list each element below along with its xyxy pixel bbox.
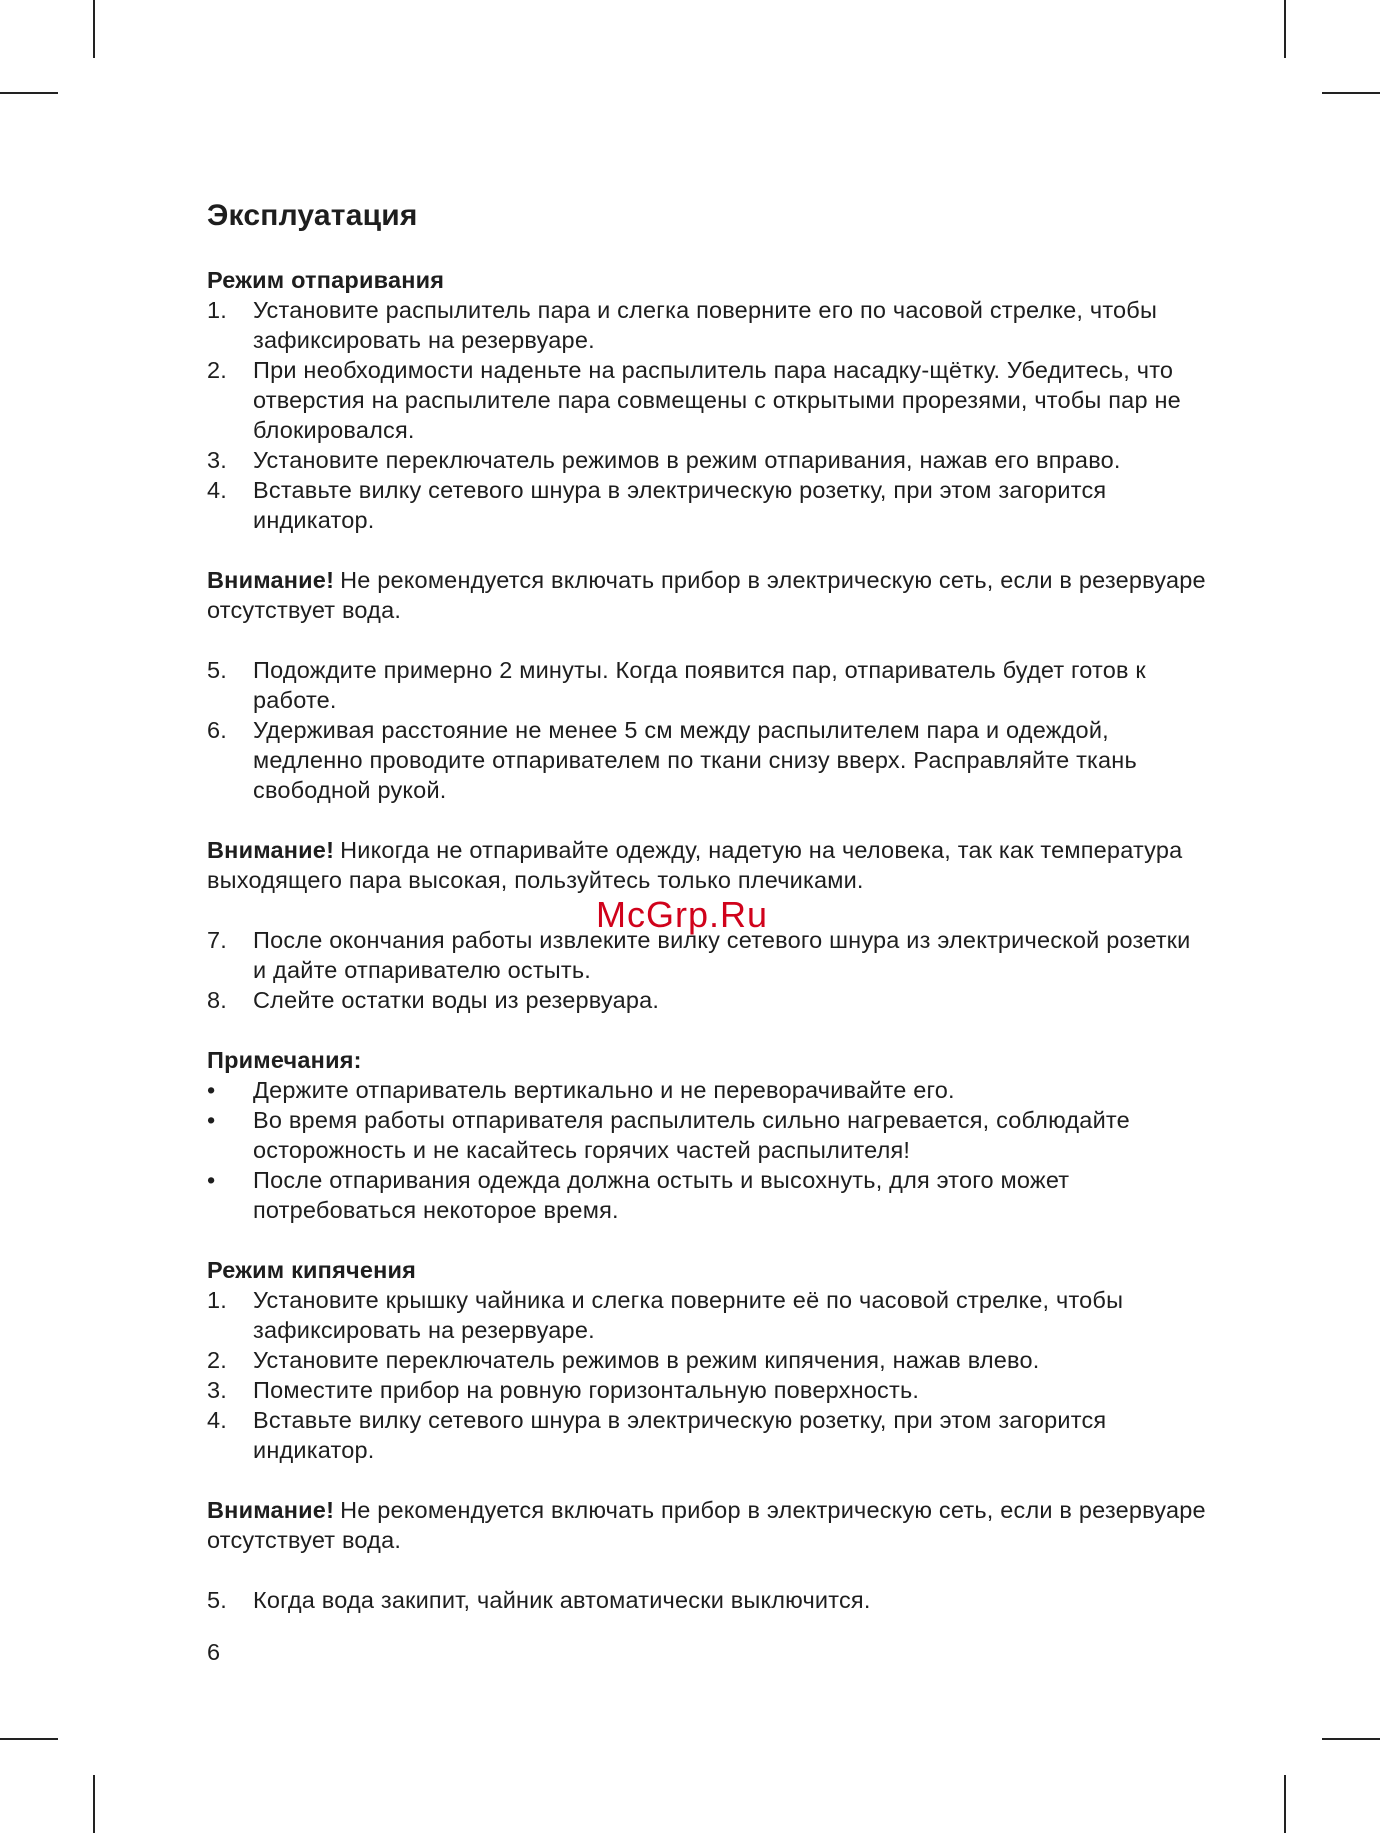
spacer <box>207 1225 1207 1255</box>
step-text: Удерживая расстояние не менее 5 см между распылителем пара и одеждой, медленно проводите отпаривателем по ткани снизу вверх. Расправляйте ткань свободной рукой. <box>253 717 1137 803</box>
step-number: 5. <box>207 1587 227 1613</box>
step-number: 1. <box>207 297 227 323</box>
warning-label: Внимание! <box>207 1497 335 1523</box>
step-number: 4. <box>207 1407 227 1433</box>
step-text: Слейте остатки воды из резервуара. <box>253 987 660 1013</box>
list-item <box>207 1585 1207 1615</box>
crop-mark-bottom-left-vertical <box>93 1775 95 1833</box>
list-item <box>207 355 1207 445</box>
page-number: 6 <box>207 1639 221 1665</box>
crop-mark-bottom-right-vertical <box>1284 1775 1286 1833</box>
step-number: 6. <box>207 717 227 743</box>
step-number: 3. <box>207 447 227 473</box>
boil-steps-list-b <box>207 1585 1207 1615</box>
warning-text: Никогда не отпаривайте одежду, надетую на человека, так как температура выходящего пара высокая, пользуйтесь только плечиками. <box>207 837 1183 893</box>
crop-mark-top-right-horizontal <box>1322 92 1380 94</box>
bullet-icon: • <box>207 1167 216 1193</box>
warning-label: Внимание! <box>207 837 335 863</box>
watermark: McGrp.Ru <box>596 894 769 935</box>
list-item <box>207 655 1207 715</box>
crop-mark-top-left-vertical <box>93 0 95 58</box>
note-text: Держите отпариватель вертикально и не переворачивайте его. <box>253 1077 955 1103</box>
note-text: После отпаривания одежда должна остыть и высохнуть, для этого может потребоваться некоторое время. <box>253 1167 1070 1223</box>
step-number: 2. <box>207 1347 227 1373</box>
crop-mark-bottom-right-horizontal <box>1322 1738 1380 1740</box>
crop-mark-top-left-horizontal <box>0 92 58 94</box>
list-item <box>207 1285 1207 1345</box>
list-item <box>207 1165 1207 1225</box>
spacer <box>207 805 1207 835</box>
spacer <box>207 1555 1207 1585</box>
step-number: 8. <box>207 987 227 1013</box>
step-text: После окончания работы извлеките вилку сетевого шнура из электрической розетки и дайте отпаривателю остыть. <box>253 927 1191 983</box>
step-text: Подождите примерно 2 минуты. Когда появится пар, отпариватель будет готов к работе. <box>253 657 1146 713</box>
crop-mark-top-right-vertical <box>1284 0 1286 58</box>
step-text: Вставьте вилку сетевого шнура в электрическую розетку, при этом загорится индикатор. <box>253 477 1107 533</box>
list-item <box>207 445 1207 475</box>
spacer <box>207 625 1207 655</box>
list-item <box>207 985 1207 1015</box>
step-text: Когда вода закипит, чайник автоматически выключится. <box>253 1587 871 1613</box>
list-item <box>207 715 1207 805</box>
crop-mark-bottom-left-horizontal <box>0 1738 58 1740</box>
boil-mode-heading: Режим кипячения <box>207 1257 417 1283</box>
warning-text: Не рекомендуется включать прибор в электрическую сеть, если в резервуаре отсутствует вода. <box>207 1497 1206 1553</box>
note-text: Во время работы отпаривателя распылитель сильно нагревается, соблюдайте осторожность и не касайтесь горячих частей распылителя! <box>253 1107 1130 1163</box>
list-item <box>207 1105 1207 1165</box>
step-text: Установите крышку чайника и слегка поверните её по часовой стрелке, чтобы зафиксировать на резервуаре. <box>253 1287 1124 1343</box>
step-number: 2. <box>207 357 227 383</box>
boil-steps-list-a <box>207 1285 1207 1465</box>
step-number: 3. <box>207 1377 227 1403</box>
list-item <box>207 1345 1207 1375</box>
steam-steps-list-c <box>207 925 1207 1015</box>
list-item <box>207 475 1207 535</box>
step-text: При необходимости наденьте на распылитель пара насадку-щётку. Убедитесь, что отверстия на распылителе пара совмещены с открытыми прорезями, чтобы пар не блокировался. <box>253 357 1181 443</box>
steam-steps-list-a <box>207 295 1207 535</box>
warning-paragraph <box>207 565 1207 625</box>
step-text: Установите переключатель режимов в режим кипячения, нажав влево. <box>253 1347 1040 1373</box>
bullet-icon: • <box>207 1107 216 1133</box>
notes-list <box>207 1075 1207 1225</box>
steam-steps-list-b <box>207 655 1207 805</box>
spacer <box>207 1465 1207 1495</box>
step-text: Поместите прибор на ровную горизонтальную поверхность. <box>253 1377 920 1403</box>
list-item <box>207 1075 1207 1105</box>
warning-text: Не рекомендуется включать прибор в электрическую сеть, если в резервуаре отсутствует вода. <box>207 567 1206 623</box>
warning-label: Внимание! <box>207 567 335 593</box>
warning-paragraph <box>207 1495 1207 1555</box>
step-text: Вставьте вилку сетевого шнура в электрическую розетку, при этом загорится индикатор. <box>253 1407 1107 1463</box>
step-text: Установите распылитель пара и слегка поверните его по часовой стрелке, чтобы зафиксировать на резервуаре. <box>253 297 1158 353</box>
bullet-icon: • <box>207 1077 216 1103</box>
step-text: Установите переключатель режимов в режим отпаривания, нажав его вправо. <box>253 447 1121 473</box>
steam-mode-heading: Режим отпаривания <box>207 267 445 293</box>
step-number: 1. <box>207 1287 227 1313</box>
page-title: Эксплуатация <box>207 199 418 232</box>
spacer <box>207 1015 1207 1045</box>
notes-heading: Примечания: <box>207 1047 362 1073</box>
step-number: 7. <box>207 927 227 953</box>
list-item <box>207 295 1207 355</box>
spacer <box>207 535 1207 565</box>
step-number: 4. <box>207 477 227 503</box>
list-item <box>207 1375 1207 1405</box>
warning-paragraph <box>207 835 1207 895</box>
list-item <box>207 1405 1207 1465</box>
step-number: 5. <box>207 657 227 683</box>
